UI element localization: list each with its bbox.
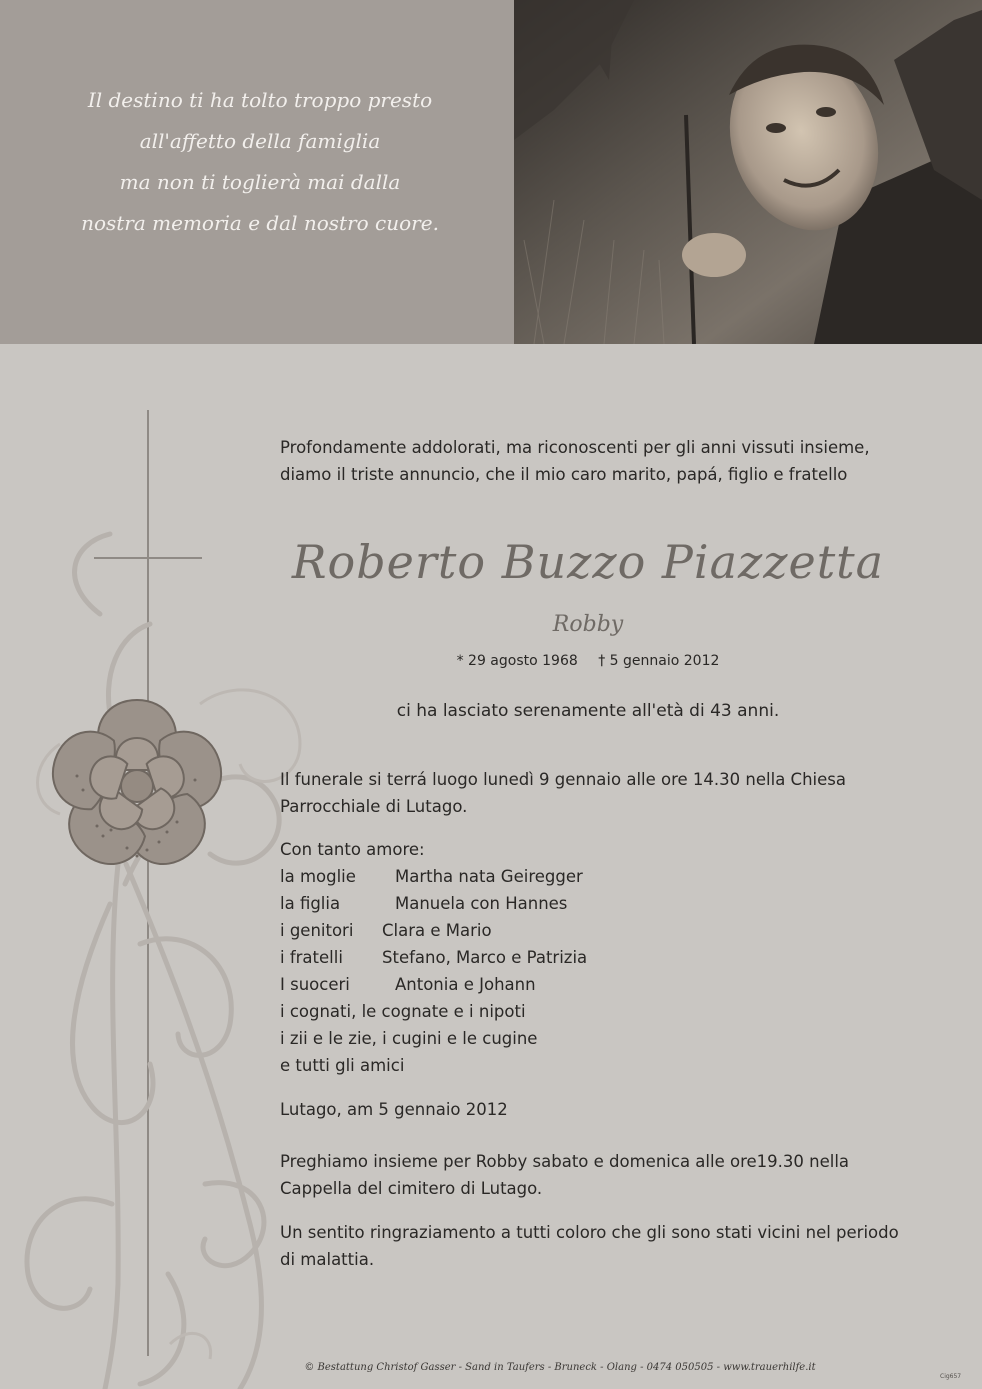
thanks-message [280, 1219, 899, 1273]
intro-announcement [280, 434, 896, 488]
passing-statement: ci ha lasciato serenamente all'età di 43 anni. [396, 701, 780, 721]
death-date: † 5 gennaio 2012 [598, 653, 720, 669]
family-names: Manuela con Hannes [395, 894, 568, 913]
family-heading: Con tanto amore: [280, 840, 425, 859]
family-member-row [280, 917, 896, 944]
intro-line: diamo il triste annuncio, che il mio caro marito, papá, figlio e fratello [280, 465, 848, 484]
family-member-row [280, 863, 896, 890]
quote-line: Il destino ti ha tolto troppo presto [87, 88, 433, 112]
footer-credit: © Bestattung Christof Gasser - Sand in Taufers - Bruneck - Olang - 0474 050505 - www.trauerhilfe.it [304, 1362, 816, 1373]
family-relation: la moglie [280, 867, 356, 886]
portrait-photo [514, 0, 982, 344]
family-other: i zii e le zie, i cugini e le cugine [280, 1029, 538, 1048]
family-list [280, 836, 896, 1079]
quote-line: ma non ti toglierà mai dalla [119, 170, 401, 194]
quote-line: all'affetto della famiglia [139, 129, 381, 153]
flower-ornament [43, 700, 231, 878]
family-relation: i fratelli [280, 948, 343, 967]
family-names: Clara e Mario [382, 921, 492, 940]
birth-date: * 29 agosto 1968 [456, 653, 578, 669]
funeral-info [280, 766, 896, 820]
family-names: Martha nata Geiregger [395, 867, 583, 886]
quote-panel [0, 0, 514, 344]
prayer-line: Cappella del cimitero di Lutago. [280, 1179, 543, 1198]
thanks-line: di malattia. [280, 1250, 375, 1269]
template-code: Cig657 [940, 1373, 962, 1380]
funeral-line: Il funerale si terrá luogo lunedì 9 gennaio alle ore 14.30 nella Chiesa [280, 770, 846, 789]
family-other: e tutti gli amici [280, 1056, 405, 1075]
family-member-row [280, 971, 896, 998]
intro-line: Profondamente addolorati, ma riconoscenti per gli anni vissuti insieme, [280, 438, 870, 457]
life-dates [280, 650, 896, 672]
family-relation: I suoceri [280, 975, 350, 994]
thanks-line: Un sentito ringraziamento a tutti coloro che gli sono stati vicini nel periodo [280, 1223, 899, 1242]
family-relation: la figlia [280, 894, 341, 913]
family-member-row [280, 890, 896, 917]
funeral-line: Parrocchiale di Lutago. [280, 797, 468, 816]
deceased-name: Roberto Buzzo Piazzetta [291, 535, 885, 589]
deceased-nickname: Robby [552, 612, 624, 637]
memorial-quote [40, 80, 480, 244]
family-member-row [280, 944, 896, 971]
family-names: Antonia e Johann [395, 975, 536, 994]
prayer-info [280, 1148, 896, 1202]
place-date: Lutago, am 5 gennaio 2012 [280, 1100, 508, 1119]
quote-line: nostra memoria e dal nostro cuore. [81, 211, 439, 235]
swirl-stems [27, 534, 279, 1389]
prayer-line: Preghiamo insieme per Robby sabato e domenica alle ore19.30 nella [280, 1152, 850, 1171]
family-relation: i genitori [280, 921, 354, 940]
family-names: Stefano, Marco e Patrizia [382, 948, 588, 967]
portrait-illustration [514, 0, 982, 344]
family-other: i cognati, le cognate e i nipoti [280, 1002, 526, 1021]
